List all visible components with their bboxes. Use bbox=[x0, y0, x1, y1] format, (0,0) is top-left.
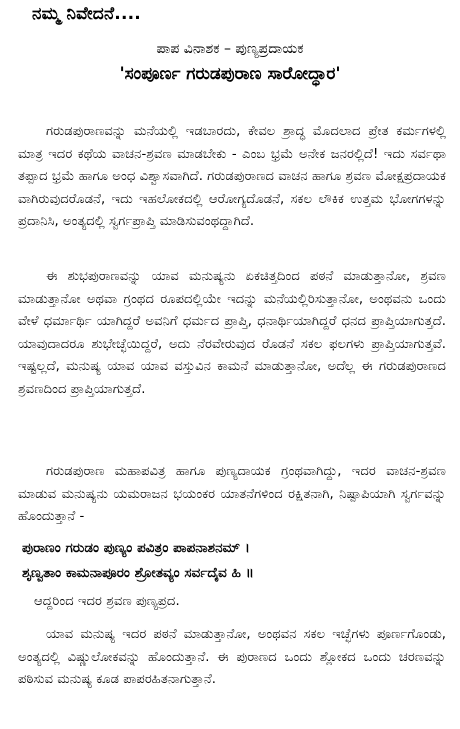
paragraph-4: ಯಾವ ಮನುಷ್ಯ ಇದರ ಪಠನೆ ಮಾಡುತ್ತಾನೋ, ಅಂಥವನ ಸಕಲ ಇಚ್ಛೆಗಳು ಪೂರ್ಣಗೊಂಡು, ಅಂತ್ಯದಲ್ಲಿ ವಿಷ್ಣುಲೋಕವನ್ನು ಹೊಂದುತ್ತಾನೆ. ಈ ಪುರಾಣದ ಒಂದು ಶ್ಲೋಕದ ಒಂದು ಚರಣವನ್ನು ಪಠಿಸುವ ಮನುಷ್ಯ ಕೂಡ ಪಾಪರಹಿತನಾಗುತ್ತಾನೆ. bbox=[18, 627, 446, 688]
paragraph-2: ಈ ಶುಭಪುರಾಣವನ್ನು ಯಾವ ಮನುಷ್ಯನು ಏಕಚಿತ್ತದಿಂದ ಪಠನೆ ಮಾಡುತ್ತಾನೋ, ಶ್ರವಣ ಮಾಡುತ್ತಾನೋ ಅಥವಾ ಗ್ರಂಥದ ರೂಪದಲ್ಲಿಯೇ ಇದನ್ನು ಮನೆಯಲ್ಲಿರಿಸುತ್ತಾನೋ, ಅಂಥವನು ಒಂದು ವೇಳೆ ಧರ್ಮಾರ್ಥಿ ಯಾಗಿದ್ದರೆ ಅವನಿಗೆ ಧರ್ಮದ ಪ್ರಾಪ್ತಿ, ಧನಾರ್ಥಿಯಾಗಿದ್ದರೆ ಧನದ ಪ್ರಾಪ್ತಿಯಾಗುತ್ತದೆ. ಯಾವುದಾದರೂ ಶುಭೇಚ್ಛೆಯಿದ್ದರೆ, ಅದು ನೆರವೇರುವುದ ರೊಡನೆ ಸಕಲ ಫಲಗಳು ಪ್ರಾಪ್ತಿಯಾಗುತ್ತವೆ. ಇಷ್ಟಲ್ಲದೆ, ಮನುಷ್ಯ ಯಾವ ಯಾವ ವಸ್ತುವಿನ ಕಾಮನೆ ಮಾಡುತ್ತಾನೋ, ಅದೆಲ್ಲ ಈ ಗರುಡಪುರಾಣದ ಶ್ರವಣದಿಂದ ಪ್ರಾಪ್ತಿಯಾಗುತ್ತದೆ. bbox=[18, 269, 446, 397]
verse-line-1: ಪುರಾಣಂ ಗರುಡಂ ಪುಣ್ಯಂ ಪವಿತ್ರಂ ಪಾಪನಾಶನಮ್ । bbox=[22, 540, 250, 556]
subtitle: ಪಾಪ ವಿನಾಶಕ – ಪುಣ್ಯಪ್ರದಾಯಕ bbox=[156, 41, 304, 57]
page-heading: ನಮ್ಮ ನಿವೇದನೆ.... bbox=[32, 4, 141, 24]
result-line: ಆದ್ದರಿಂದ ಇದರ ಶ್ರವಣ ಪುಣ್ಯಪ್ರದ. bbox=[34, 594, 180, 609]
book-title: 'ಸಂಪೂರ್ಣ ಗರುಡಪುರಾಣ ಸಾರೋದ್ಧಾರ' bbox=[119, 64, 341, 84]
verse-line-2: ಶೃಣ್ವತಾಂ ಕಾಮನಾಪೂರಂ ಶ್ರೋತವ್ಯಂ ಸರ್ವದೈವ ಹಿ ॥ bbox=[22, 565, 254, 581]
paragraph-1: ಗರುಡಪುರಾಣವನ್ನು ಮನೆಯಲ್ಲಿ ಇಡಬಾರದು, ಕೇವಲ ಶ್ರಾದ್ಧ ಮೊದಲಾದ ಪ್ರೇತ ಕರ್ಮಗಳಲ್ಲಿ ಮಾತ್ರ ಇದರ ಕಥೆಯ ವಾಚನ-ಶ್ರವಣ ಮಾಡಬೇಕು - ಎಂಬ ಭ್ರಮೆ ಅನೇಕ ಜನರಲ್ಲಿದೆ! ಇದು ಸರ್ವಥಾ ತಪ್ಪಾದ ಭ್ರಮೆ ಹಾಗೂ ಅಂಧ ವಿಶ್ವಾಸವಾಗಿದೆ. ಗರುಡಪುರಾಣದ ವಾಚನ ಹಾಗೂ ಶ್ರವಣ ಮೋಕ್ಷಪ್ರದಾಯಕ ವಾಗಿರುವುದರೊಡನೆ, ಇದು ಇಹಲೋಕದಲ್ಲಿ ಆರೋಗ್ಯದೊಡನೆ, ಸಕಲ ಲೌಕಿಕ ಉತ್ತಮ ಭೋಗಗಳನ್ನು ಪ್ರದಾನಿಸಿ, ಅಂತ್ಯದಲ್ಲಿ ಸ್ವರ್ಗಪ್ರಾಪ್ತಿ ಮಾಡಿಸುವಂಥದ್ದಾಗಿದೆ. bbox=[18, 124, 446, 230]
paragraph-3: ಗರುಡಪುರಾಣ ಮಹಾಪವಿತ್ರ ಹಾಗೂ ಪುಣ್ಯದಾಯಕ ಗ್ರಂಥವಾಗಿದ್ದು, ಇದರ ವಾಚನ-ಶ್ರವಣ ಮಾಡುವ ಮನುಷ್ಯನು ಯಮರಾಜನ ಭಯಂಕರ ಯಾತನೆಗಳಿಂದ ರಕ್ಷಿತನಾಗಿ, ನಿಷ್ಪಾಪಿಯಾಗಿ ಸ್ವರ್ಗವನ್ನು ಹೊಂದುತ್ತಾನೆ - bbox=[18, 464, 446, 525]
